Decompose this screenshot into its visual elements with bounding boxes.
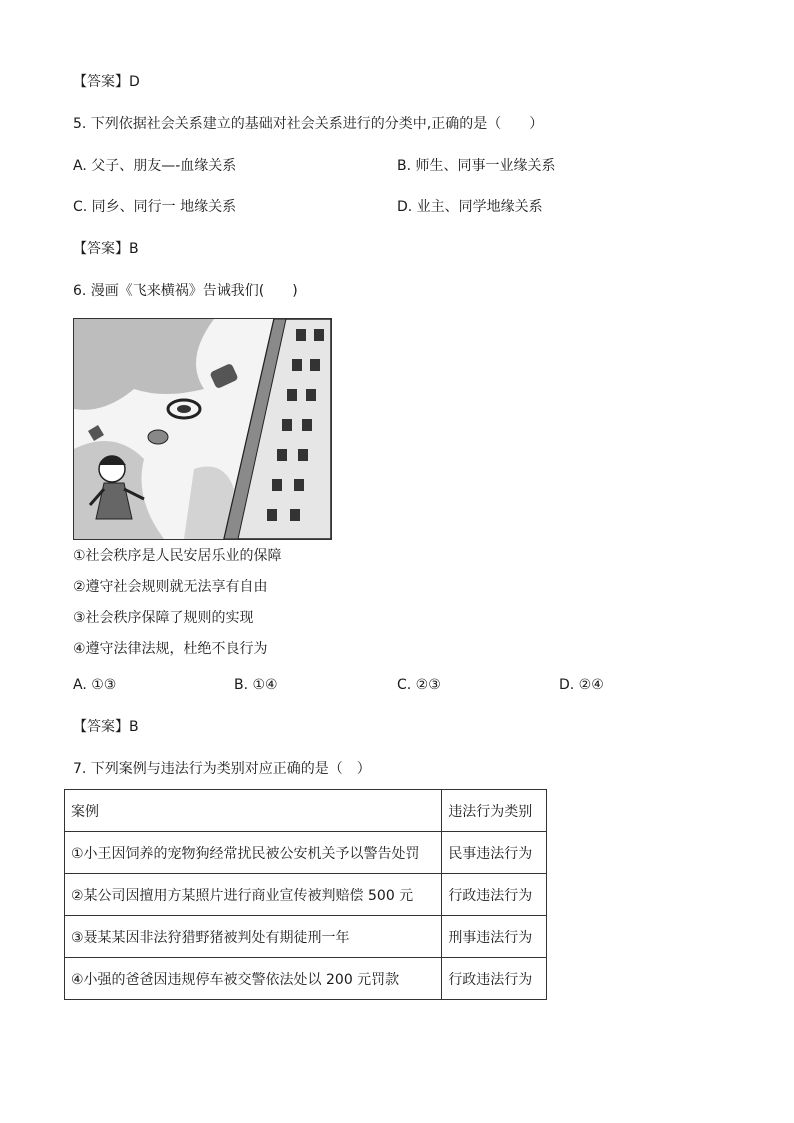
table-row — [65, 958, 547, 1000]
q5-option-c: C. 同乡、同行一 地缘关系 — [73, 199, 237, 215]
q5-option-a: A. 父子、朋友—-血缘关系 — [73, 158, 237, 174]
answer-6: 【答案】B — [73, 719, 139, 735]
q6-statement-1: ①社会秩序是人民安居乐业的保障 — [73, 548, 282, 564]
q6-option-d: D. ②④ — [559, 677, 604, 693]
table-header-row — [65, 790, 547, 832]
q6-statement-4: ④遵守法律法规，杜绝不良行为 — [73, 641, 268, 657]
table-row — [65, 874, 547, 916]
q6-option-a: A. ①③ — [73, 677, 117, 693]
answer-5: 【答案】B — [73, 241, 139, 257]
category-cell: 民事违法行为 — [442, 832, 547, 874]
table-row — [65, 916, 547, 958]
table-row — [65, 832, 547, 874]
q6-option-b: B. ①④ — [234, 677, 278, 693]
header-case: 案例 — [65, 790, 442, 832]
q5-option-b: B. 师生、同事一业缘关系 — [397, 158, 556, 174]
q6-statement-2: ②遵守社会规则就无法享有自由 — [73, 579, 268, 595]
case-cell: ①小王因饲养的宠物狗经常扰民被公安机关予以警告处罚 — [65, 832, 442, 874]
question-7-stem: 7. 下列案例与违法行为类别对应正确的是（ ） — [73, 761, 371, 777]
q6-statement-3: ③社会秩序保障了规则的实现 — [73, 610, 254, 626]
cartoon-illustration — [74, 319, 331, 539]
case-cell: ④小强的爸爸因违规停车被交警依法处以 200 元罚款 — [65, 958, 442, 1000]
q5-option-d: D. 业主、同学地缘关系 — [397, 199, 543, 215]
cartoon-image — [73, 318, 332, 540]
case-cell: ②某公司因擅用方某照片进行商业宣传被判赔偿 500 元 — [65, 874, 442, 916]
category-cell: 刑事违法行为 — [442, 916, 547, 958]
question-5-stem: 5. 下列依据社会关系建立的基础对社会关系进行的分类中,正确的是（ ） — [73, 116, 544, 132]
cases-table — [64, 789, 547, 1000]
header-category: 违法行为类别 — [442, 790, 547, 832]
answer-4: 【答案】D — [73, 74, 140, 90]
category-cell: 行政违法行为 — [442, 874, 547, 916]
category-cell: 行政违法行为 — [442, 958, 547, 1000]
question-6-stem: 6. 漫画《飞来横祸》告诫我们( ) — [73, 283, 298, 299]
q6-option-c: C. ②③ — [397, 677, 441, 693]
case-cell: ③聂某某因非法狩猎野猪被判处有期徒刑一年 — [65, 916, 442, 958]
